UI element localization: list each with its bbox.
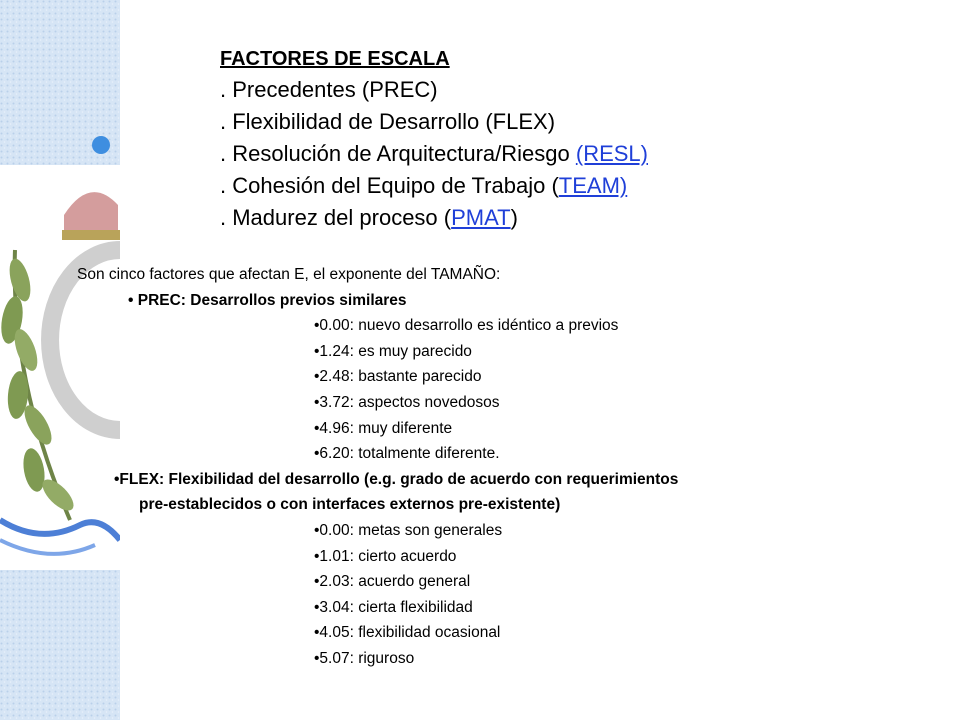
resl-link[interactable]: (RESL) — [575, 141, 648, 166]
factor-text: . Resolución de Arquitectura/Riesgo — [220, 141, 576, 166]
flex-value: •3.04: cierta flexibilidad — [314, 598, 473, 616]
prec-value: •6.20: totalmente diferente. — [314, 445, 500, 463]
flex-value: •1.01: cierto acuerdo — [314, 547, 457, 565]
factor-item-prec — [220, 74, 940, 106]
flex-value: •5.07: riguroso — [314, 649, 415, 667]
prec-value: •0.00: nuevo desarrollo es idéntico a previos — [314, 317, 619, 335]
flex-value: •0.00: metas son generales — [314, 521, 503, 539]
pmat-link[interactable]: PMAT — [451, 205, 511, 230]
prec-value: •4.96: muy diferente — [314, 419, 453, 437]
intro-text: Son cinco factores que afectan E, el exponente del TAMAÑO: — [77, 266, 501, 283]
flex-heading-line2: pre-establecidos o con interfaces externos pre-existente) — [139, 496, 561, 514]
factors-description — [77, 262, 937, 672]
factor-item-pmat — [220, 202, 940, 234]
factor-text-suffix: ) — [510, 205, 518, 230]
prec-value: •3.72: aspectos novedosos — [314, 393, 500, 411]
factor-item-resl — [220, 138, 940, 170]
factor-text: . Cohesión del Equipo de Trabajo ( — [220, 173, 559, 198]
flex-value: •2.03: acuerdo general — [314, 573, 471, 591]
factor-item-team — [220, 170, 940, 202]
flex-heading-line1: •FLEX: Flexibilidad del desarrollo (e.g. grado de acuerdo con requerimientos — [114, 470, 679, 488]
factor-text: . Flexibilidad de Desarrollo (FLEX) — [220, 109, 556, 134]
section-title: FACTORES DE ESCALA — [220, 48, 450, 70]
team-link[interactable]: TEAM) — [558, 173, 628, 198]
flex-value: •4.05: flexibilidad ocasional — [314, 624, 501, 642]
factors-header — [220, 44, 940, 234]
prec-value: •1.24: es muy parecido — [314, 342, 472, 360]
prec-value: •2.48: bastante parecido — [314, 368, 482, 386]
factor-text: . Precedentes (PREC) — [220, 77, 438, 102]
factor-item-flex — [220, 106, 940, 138]
prec-heading: • PREC: Desarrollos previos similares — [128, 291, 407, 309]
factor-text: . Madurez del proceso ( — [220, 205, 452, 230]
